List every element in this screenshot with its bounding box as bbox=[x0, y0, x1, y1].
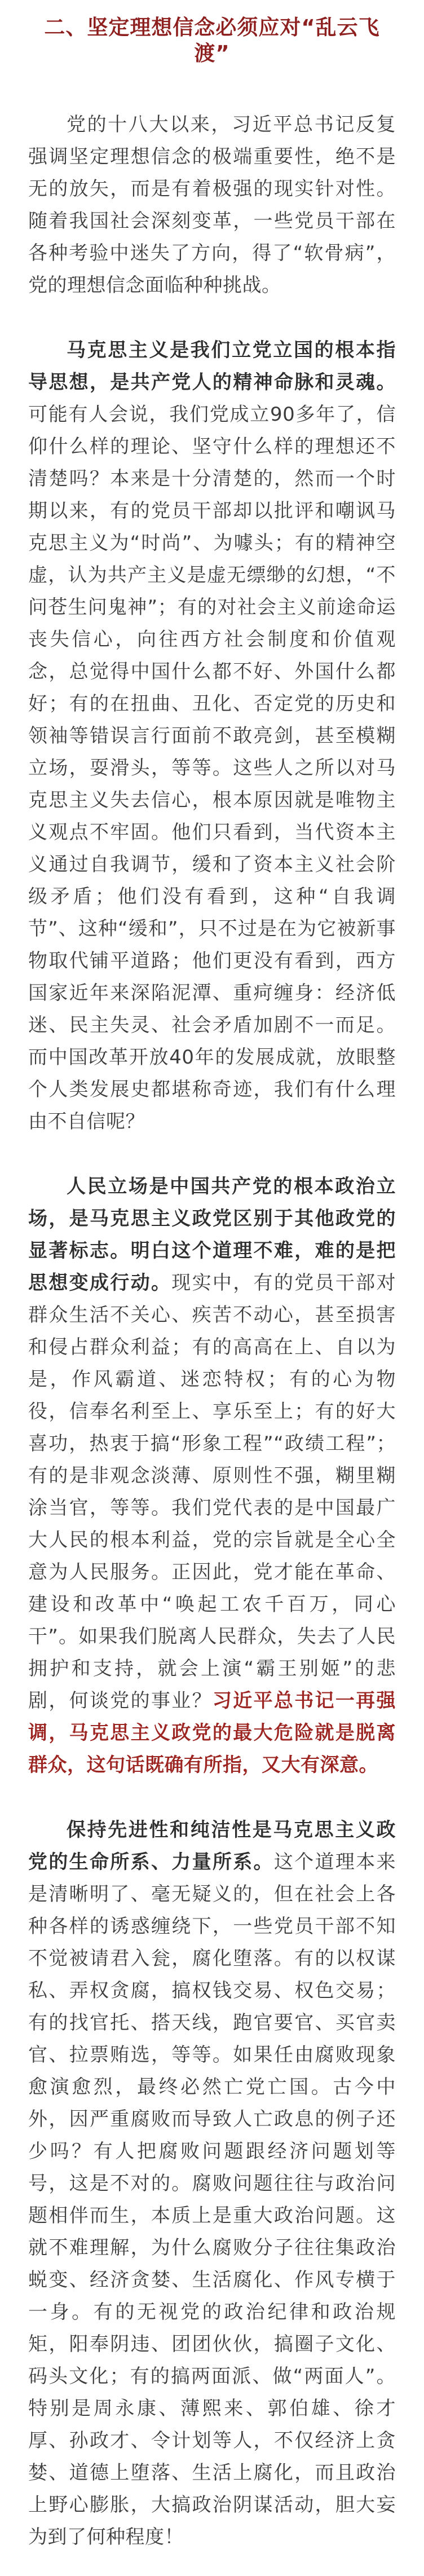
lead-bold-run: 保持先进性和纯洁性是马克思主义政党的生命所系、力量所系。 bbox=[28, 1818, 396, 1873]
lead-bold-run: 马克思主义是我们立党立国的根本指导思想，是共产党人的精神命脉和灵魂。 bbox=[28, 338, 396, 394]
paragraph bbox=[28, 1814, 396, 2553]
text-run: 现实中，有的党员干部对群众生活不关心、疾苦不动心，甚至损害和侵占群众利益；有的高高在上、自以为是，作风霸道、迷恋特权；有的心为物役，信奉名利至上、享乐至上；有的好大喜功，热衷于搞“形象工程”“政绩工程”；有的是非观念淡薄、原则性不强，糊里糊涂当官，等等。我们党代表的是中国最广大人民的根本利益，党的宗旨就是全心全意为人民服务。正因此，党才能在革命、建设和改革中“唤起工农千百万，同心干”。如果我们脱离人民群众，失去了人民拥护和支持，就会上演“霸王别姬”的悲剧，何谈党的事业？ bbox=[28, 1271, 396, 1712]
emphasis-red-run: 习近平总书记一再强调，马克思主义政党的最大危险就是脱离群众，这句话既确有所指，又大有深意。 bbox=[28, 1689, 396, 1776]
paragraph bbox=[28, 1171, 396, 1781]
text-run: 这个道理本来是清晰明了、毫无疑义的，但在社会上各种各样的诱惑缠绕下，一些党员干部不知不觉被请君入瓮，腐化堕落。有的以权谋私、弄权贪腐，搞权钱交易、权色交易；有的找官托、搭天线，跑官要官、买官卖官、拉票贿选，等等。如果任由腐败现象愈演愈烈，最终必然亡党亡国。古今中外，因严重腐败而导致人亡政息的例子还少吗？有人把腐败问题跟经济问题划等号，这是不对的。腐败问题往往与政治问题相伴而生，本质上是重大政治问题。这就不难理解，为什么腐败分子往往集政治蜕变、经济贪婪、生活腐化、作风专横于一身。有的无视党的政治纪律和政治规矩，阳奉阴违、团团伙伙，搞圈子文化、码头文化；有的搞两面派、做“两面人”。特别是周永康、薄熙来、郭伯雄、徐才厚、孙政才、令计划等人，不仅经济上贪婪、道德上堕落、生活上腐化，而且政治上野心膨胀，大搞政治阴谋活动，胆大妄为到了何种程度！ bbox=[28, 1850, 396, 2548]
paragraph bbox=[28, 109, 396, 302]
lead-bold-run: 人民立场是中国共产党的根本政治立场，是马克思主义政党区别于其他政党的显著标志。明白这个道理不难，难的是把思想变成行动。 bbox=[28, 1175, 396, 1294]
article-title: 二、坚定理想信念必须应对“乱云飞渡” bbox=[44, 15, 380, 66]
text-run: 可能有人会说，我们党成立90多年了，信仰什么样的理论、坚守什么样的理想还不清楚吗？本来是十分清楚的，然而一个时期以来，有的党员干部却以批评和嘲讽马克思主义为“时尚”、为噱头；有的精神空虚，认为共产主义是虚无缥缈的幻想，“不问苍生问鬼神”；有的对社会主义前途命运丧失信心，向往西方社会制度和价值观念，总觉得中国什么都不好、外国什么都好；有的在扭曲、丑化、否定党的历史和领袖等错误言行面前不敢亮剑，甚至模糊立场，耍滑头，等等。这些人之所以对马克思主义失去信心，根本原因就是唯物主义观点不牢固。他们只看到，当代资本主义通过自我调节，缓和了资本主义社会阶级矛盾；他们没有看到，这种“自我调节”、这种“缓和”，只不过是在为它被新事物取代铺平道路；他们更没有看到，西方国家近年来深陷泥潭、重疴缠身：经济低迷、民主失灵、社会矛盾加剧不一而足。而中国改革开放40年的发展成就，放眼整个人类发展史都堪称奇迹，我们有什么理由不自信呢？ bbox=[28, 403, 396, 1133]
article-body bbox=[28, 109, 396, 2553]
text-run: 党的十八大以来，习近平总书记反复强调坚定理想信念的极端重要性，绝不是无的放矢，而是有着极强的现实针对性。随着我国社会深刻变革，一些党员干部在各种考验中迷失了方向，得了“软骨病”，党的理想信念面临种种挑战。 bbox=[28, 113, 396, 297]
paragraph bbox=[28, 334, 396, 1138]
